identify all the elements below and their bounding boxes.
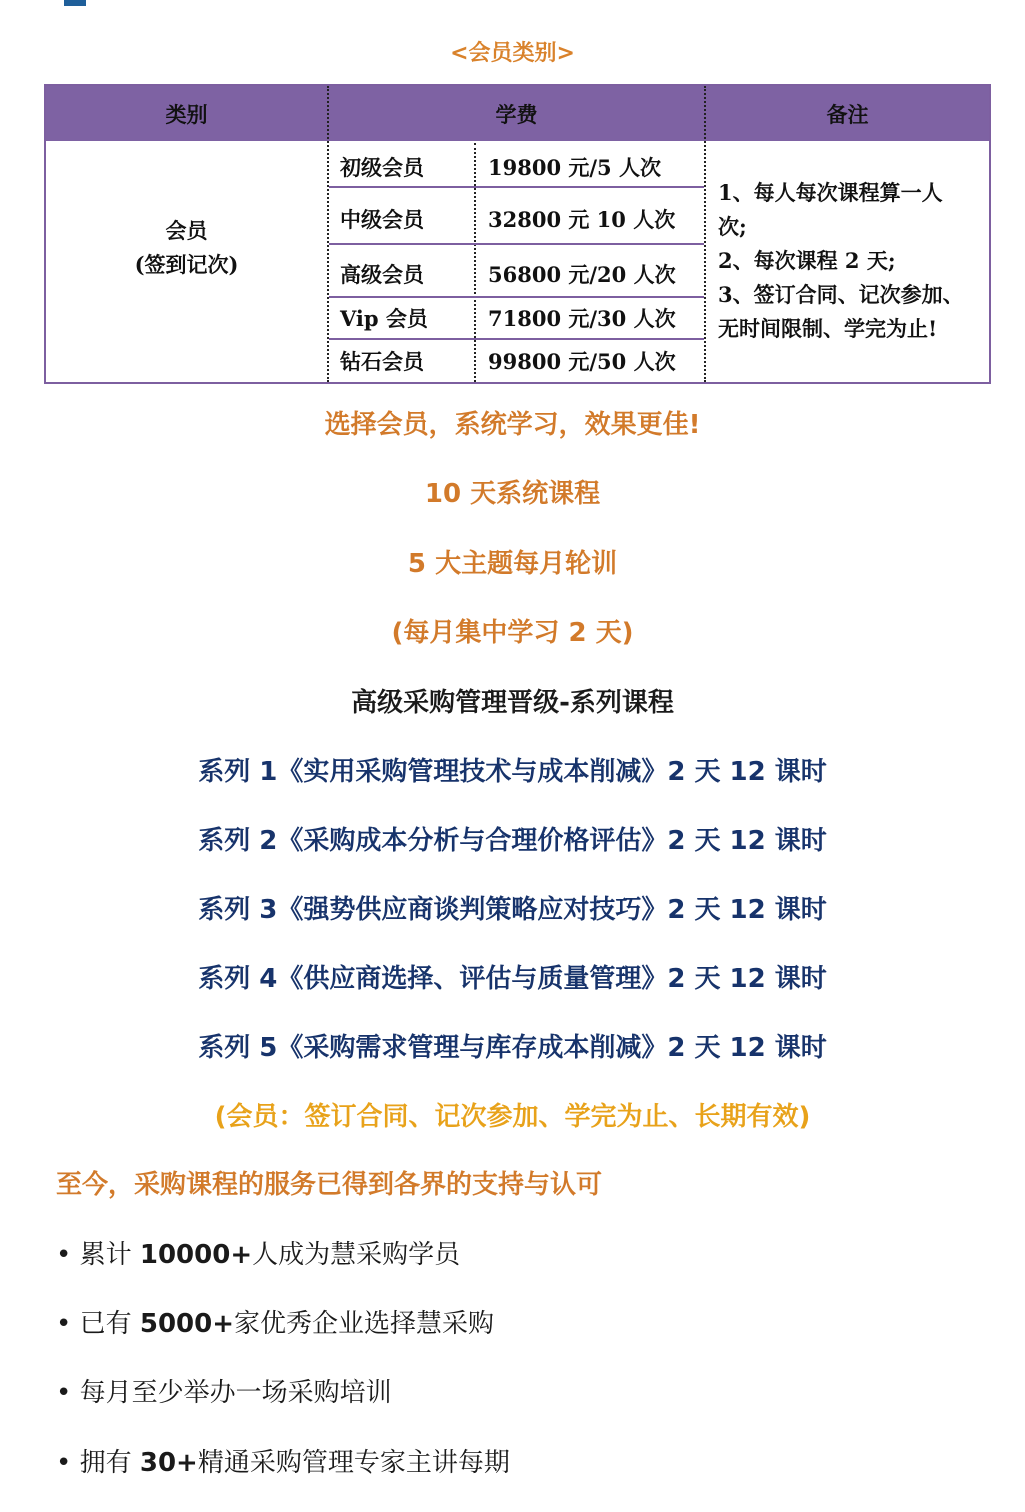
- series-item: 系列 2《采购成本分析与合理价格评估》2 天 12 课时: [198, 826, 827, 856]
- membership-caption: <会员类别>: [450, 41, 575, 66]
- stat-bullet: • 累计 10000+人成为慧采购学员: [56, 1240, 461, 1270]
- stat-bullet: • 每月至少举办一场采购培训: [56, 1378, 392, 1408]
- category-sublabel: (签到记次): [134, 252, 239, 277]
- corner-accent-bar: [64, 0, 86, 6]
- category-cell: [46, 143, 327, 384]
- tier-price: 99800 元/50 人次: [488, 349, 676, 374]
- tier-name: Vip 会员: [340, 306, 428, 331]
- row-divider: [329, 296, 704, 298]
- membership-fee-table: [44, 84, 991, 384]
- row-divider: [329, 338, 704, 340]
- table-header-row: [46, 86, 989, 141]
- row-divider: [329, 243, 704, 245]
- category-label: 会员: [165, 218, 208, 243]
- header-notes: 备注: [826, 102, 869, 127]
- row-divider: [329, 186, 704, 188]
- support-heading: 至今，采购课程的服务已得到各界的支持与认可: [56, 1170, 603, 1200]
- promo-monthly: (每月集中学习 2 天): [391, 618, 634, 648]
- member-note: (会员：签订合同、记次参加、学完为止、长期有效): [214, 1102, 811, 1132]
- note-line: 3、签订合同、记次参加、: [718, 282, 964, 307]
- header-category: 类别: [165, 102, 208, 127]
- series-item: 系列 4《供应商选择、评估与质量管理》2 天 12 课时: [198, 964, 827, 994]
- tier-name: 高级会员: [340, 262, 424, 287]
- tier-name: 初级会员: [340, 155, 424, 180]
- note-line: 无时间限制、学完为止!: [718, 316, 938, 341]
- stat-bullet: • 拥有 30+精通采购管理专家主讲每期: [56, 1448, 510, 1478]
- series-item: 系列 5《采购需求管理与库存成本削减》2 天 12 课时: [198, 1033, 827, 1063]
- column-divider: [474, 143, 476, 382]
- note-line: 2、每次课程 2 天;: [718, 248, 896, 273]
- stat-bullet: • 已有 5000+家优秀企业选择慧采购: [56, 1309, 495, 1339]
- series-item: 系列 1《实用采购管理技术与成本削减》2 天 12 课时: [198, 757, 827, 787]
- header-fee: 学费: [495, 102, 538, 127]
- notes-cell: [718, 176, 986, 346]
- tier-price: 71800 元/30 人次: [488, 306, 676, 331]
- note-line: 1、每人每次课程算一人: [718, 180, 943, 205]
- promo-slogan: 选择会员，系统学习，效果更佳!: [324, 410, 701, 440]
- promo-course-days: 10 天系统课程: [424, 479, 601, 509]
- tier-name: 钻石会员: [340, 349, 424, 374]
- tier-price: 32800 元 10 人次: [488, 207, 676, 232]
- note-line: 次;: [718, 214, 747, 239]
- tier-name: 中级会员: [340, 207, 424, 232]
- promo-themes: 5 大主题每月轮训: [407, 549, 618, 579]
- series-item: 系列 3《强势供应商谈判策略应对技巧》2 天 12 课时: [198, 895, 827, 925]
- series-title: 高级采购管理晋级-系列课程: [351, 688, 674, 718]
- column-divider: [704, 86, 706, 382]
- tier-price: 56800 元/20 人次: [488, 262, 676, 287]
- tier-price: 19800 元/5 人次: [488, 155, 661, 180]
